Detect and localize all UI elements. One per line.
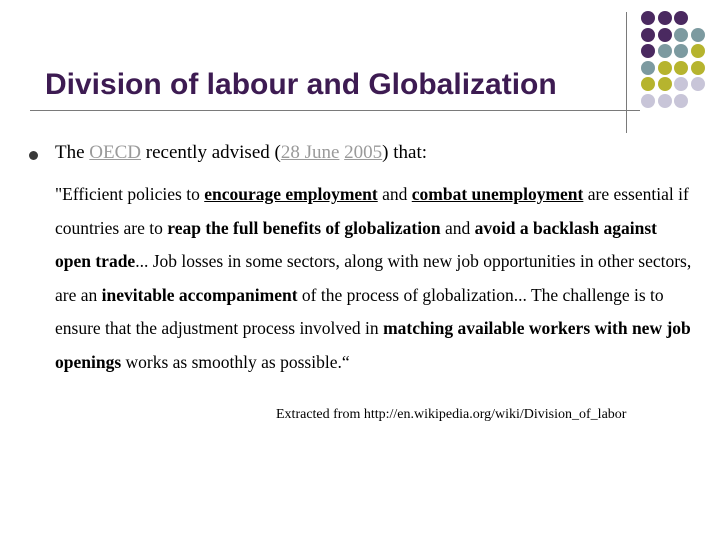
- quote-segment: reap the full benefits of globalization: [167, 217, 441, 238]
- decorative-dot: [641, 94, 655, 108]
- decorative-dot: [691, 28, 705, 42]
- quote-segment: "Efficient policies to: [55, 184, 205, 204]
- oecd-link[interactable]: OECD: [89, 142, 142, 163]
- decorative-dot: [658, 28, 672, 42]
- decorative-dot: [641, 61, 655, 75]
- intro-suffix: ) that:: [382, 142, 428, 163]
- quote-segment: matching available workers with new job openings: [55, 318, 691, 372]
- year-link[interactable]: 2005: [344, 142, 383, 163]
- quote-segment: combat unemployment: [411, 184, 584, 204]
- source-citation: Extracted from http://en.wikipedia.org/wiki/Division_of_labor: [276, 407, 627, 422]
- decorative-dot: [641, 11, 655, 25]
- decorative-dot: [658, 44, 672, 58]
- decorative-dot: [641, 28, 655, 42]
- bullet-icon: [29, 151, 38, 160]
- decorative-dot: [674, 94, 688, 108]
- quote-segment: works as smoothly as possible.“: [121, 351, 350, 372]
- decorative-dot: [674, 61, 688, 75]
- decorative-dot: [691, 77, 705, 91]
- quote-text: [55, 178, 695, 379]
- quote-segment: avoid a backlash against open trade: [55, 217, 657, 271]
- intro-text: [55, 142, 427, 164]
- decorative-dot: [691, 44, 705, 58]
- decorative-dot: [674, 28, 688, 42]
- decorative-dot: [658, 77, 672, 91]
- decorative-dot: [641, 77, 655, 91]
- quote-segment: and: [440, 217, 475, 238]
- decorative-dot: [674, 44, 688, 58]
- intro-mid: recently advised (: [141, 142, 281, 163]
- decorative-vertical-line: [626, 12, 627, 133]
- quote-segment: and: [377, 184, 412, 204]
- decorative-dot: [691, 61, 705, 75]
- decorative-dot: [674, 77, 688, 91]
- quote-segment: of the process of globalization... The challenge is to ensure that the adjustment process involved in: [55, 284, 664, 338]
- decorative-dot: [674, 11, 688, 25]
- quote-segment: are essential if countries are to: [55, 184, 689, 238]
- quote-segment: ... Job losses in some sectors, along with new job opportunities in other sectors, are an: [55, 251, 692, 305]
- decorative-dot: [658, 94, 672, 108]
- quote-segment: inevitable accompaniment: [101, 284, 298, 305]
- decorative-dot: [658, 11, 672, 25]
- title-divider-line: [30, 110, 640, 111]
- decorative-dot: [658, 61, 672, 75]
- decorative-dot: [641, 44, 655, 58]
- slide-title: Division of labour and Globalization: [45, 68, 557, 101]
- intro-prefix: The: [55, 142, 90, 163]
- quote-segment: encourage employment: [204, 184, 378, 204]
- date-link[interactable]: 28 June: [280, 142, 340, 163]
